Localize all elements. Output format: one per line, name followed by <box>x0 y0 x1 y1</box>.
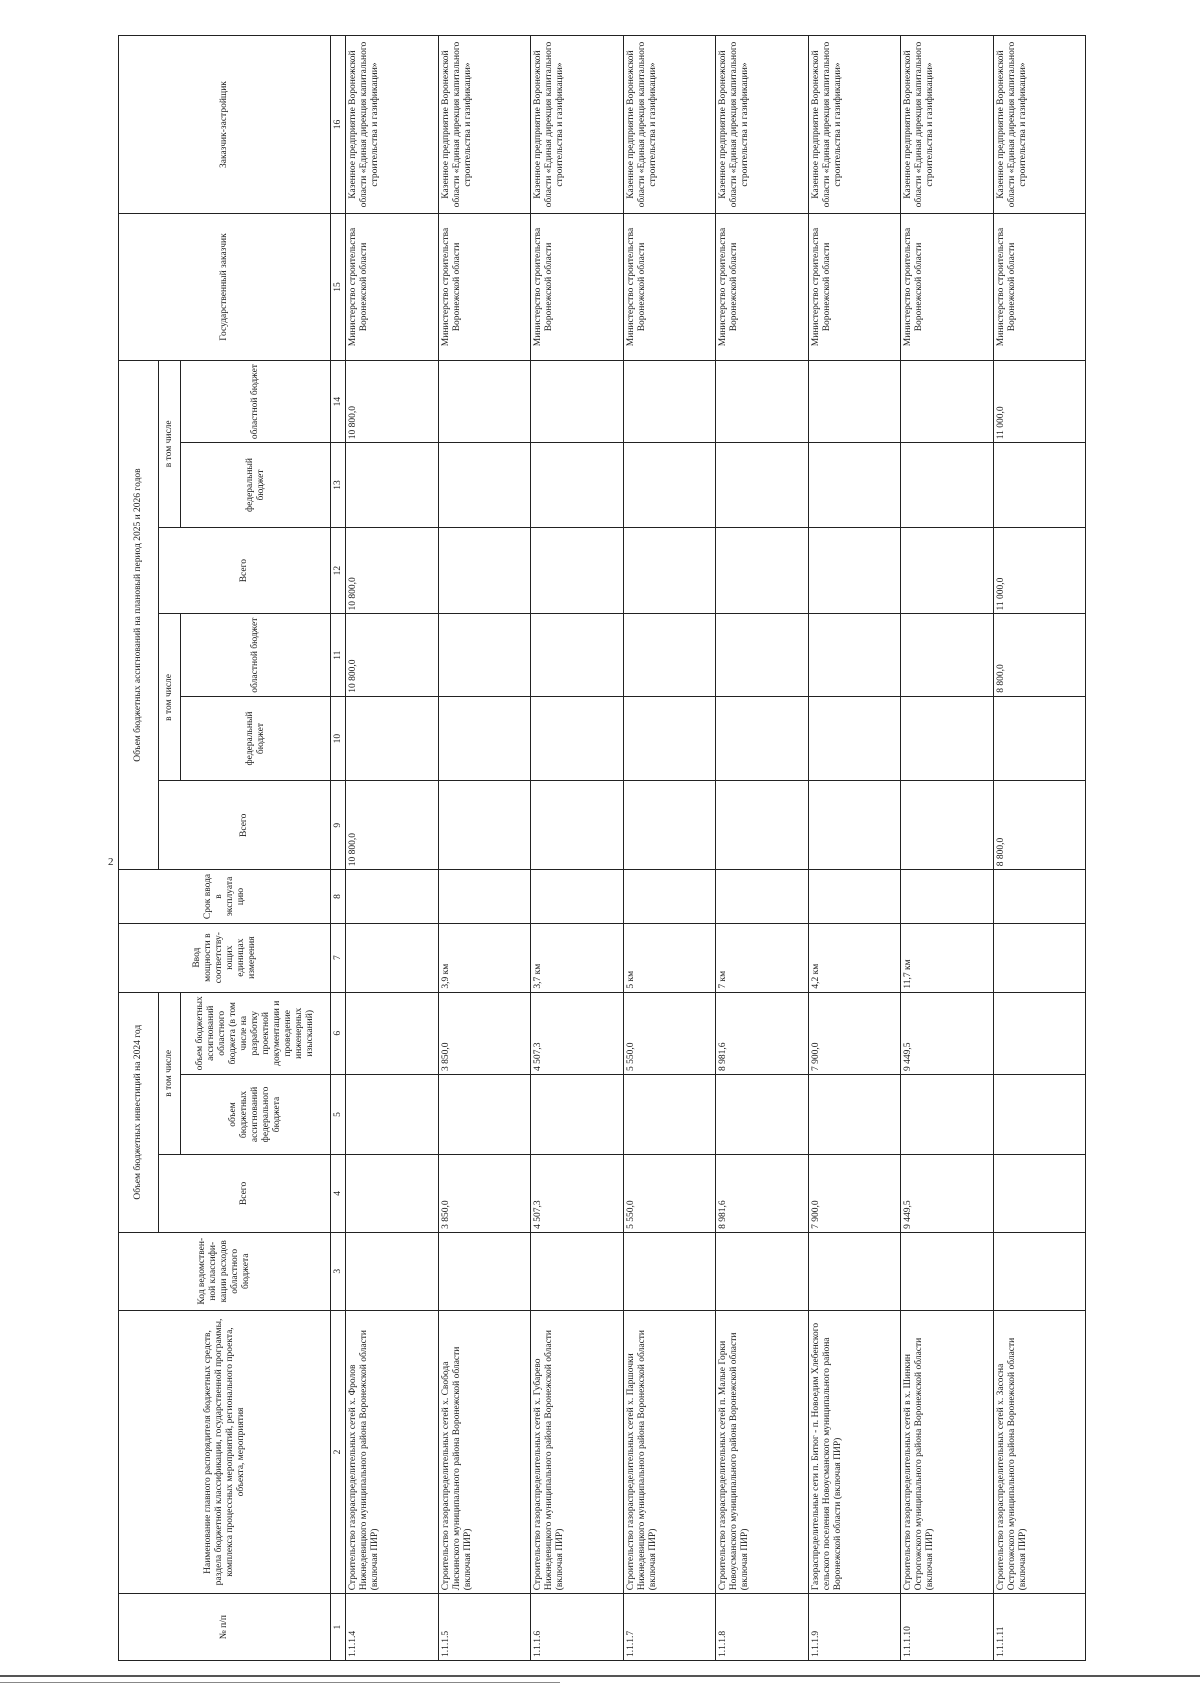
commission-term <box>531 870 623 923</box>
column-number: 7 <box>331 923 346 992</box>
developer: Казенное предприятие Воронежской области «Единая дирекция капитального строительства и газификации» <box>531 36 623 214</box>
state-customer: Министерство строительства Воронежской области <box>531 214 623 361</box>
fed-2025 <box>993 696 1086 781</box>
scan-edge-line <box>0 1682 560 1683</box>
budget-code <box>993 1232 1086 1310</box>
total-2025 <box>623 781 715 870</box>
header-investments-2024: Объем бюджетных инвестиций на 2024 год <box>119 992 159 1232</box>
reg-2024: 3 850,0 <box>438 992 530 1074</box>
total-2025 <box>531 781 623 870</box>
row-number: 1.1.1.7 <box>623 1594 715 1661</box>
column-number: 15 <box>331 214 346 361</box>
reg-2025 <box>901 614 993 696</box>
total-2026 <box>716 527 808 614</box>
object-name: Строительство газораспределительных сетей х. Губарево Нижнедевицкого муниципального района Воронежской области (включая ПИР) <box>531 1310 623 1594</box>
reg-2025 <box>438 614 530 696</box>
budget-code <box>346 1232 438 1310</box>
header-incl-2024: в том числе <box>159 992 181 1154</box>
header-fed-budget-2026: федеральный бюджет <box>181 443 331 528</box>
page-number: 2 <box>108 856 114 868</box>
total-2024: 5 550,0 <box>623 1155 715 1233</box>
capacity: 4,2 км <box>808 923 900 992</box>
row-number: 1.1.1.11 <box>993 1594 1086 1661</box>
reg-2026: 11 000,0 <box>993 360 1086 442</box>
budget-code <box>808 1232 900 1310</box>
capacity: 11,7 км <box>901 923 993 992</box>
commission-term <box>438 870 530 923</box>
total-2026: 11 000,0 <box>993 527 1086 614</box>
total-2024 <box>346 1155 438 1233</box>
total-2024: 3 850,0 <box>438 1155 530 1233</box>
column-number: 13 <box>331 443 346 528</box>
state-customer: Министерство строительства Воронежской области <box>808 214 900 361</box>
reg-2026 <box>716 360 808 442</box>
column-number: 10 <box>331 696 346 781</box>
total-2024: 7 900,0 <box>808 1155 900 1233</box>
row-number: 1.1.1.10 <box>901 1594 993 1661</box>
developer: Казенное предприятие Воронежской области «Единая дирекция капитального строительства и газификации» <box>623 36 715 214</box>
fed-2024 <box>993 1074 1086 1154</box>
object-name: Строительство газораспределительных сетей х. Фролов Нижнедевицкого муниципального района Воронежской области (включая ПИР) <box>346 1310 438 1594</box>
fed-2024 <box>346 1074 438 1154</box>
table-row <box>531 36 623 1661</box>
budget-code <box>716 1232 808 1310</box>
reg-2025 <box>531 614 623 696</box>
reg-2025: 8 800,0 <box>993 614 1086 696</box>
total-2025 <box>808 781 900 870</box>
column-number: 16 <box>331 36 346 214</box>
column-number: 8 <box>331 870 346 923</box>
state-customer: Министерство строительства Воронежской области <box>993 214 1086 361</box>
reg-2024: 9 449,5 <box>901 992 993 1074</box>
header-total-2024: Всего <box>159 1155 331 1233</box>
fed-2026 <box>438 443 530 528</box>
column-number: 1 <box>331 1594 346 1661</box>
total-2026 <box>808 527 900 614</box>
budget-code <box>623 1232 715 1310</box>
commission-term <box>716 870 808 923</box>
reg-2024 <box>993 992 1086 1074</box>
state-customer: Министерство строительства Воронежской области <box>716 214 808 361</box>
column-number: 9 <box>331 781 346 870</box>
capacity <box>993 923 1086 992</box>
reg-2025 <box>716 614 808 696</box>
object-name: Строительство газораспределительных сетей х. Засосна Острогожского муниципального района Воронежской области (включая ПИР) <box>993 1310 1086 1594</box>
fed-2025 <box>346 696 438 781</box>
total-2026: 10 800,0 <box>346 527 438 614</box>
table-row <box>438 36 530 1661</box>
fed-2024 <box>438 1074 530 1154</box>
state-customer: Министерство строительства Воронежской области <box>346 214 438 361</box>
commission-term <box>808 870 900 923</box>
object-name: Строительство газораспределительных сетей в х. Шинкин Острогожского муниципального района Воронежской области (включая ПИР) <box>901 1310 993 1594</box>
column-numbers-row <box>331 36 346 1661</box>
capacity: 3,7 км <box>531 923 623 992</box>
fed-2025 <box>716 696 808 781</box>
commission-term <box>623 870 715 923</box>
developer: Казенное предприятие Воронежской области «Единая дирекция капитального строительства и газификации» <box>716 36 808 214</box>
header-name: Наименование главного распорядителя бюджетных средств, раздела бюджетной классификации, государственной программы, комплекса процессных мероприятий, регионального проекта, объекта, мероприятия <box>119 1310 331 1594</box>
header-fed-assign: объем бюджетных ассигнований федерального бюджета <box>181 1074 331 1154</box>
fed-2024 <box>901 1074 993 1154</box>
developer: Казенное предприятие Воронежской области «Единая дирекция капитального строительства и газификации» <box>346 36 438 214</box>
total-2025: 10 800,0 <box>346 781 438 870</box>
fed-2025 <box>438 696 530 781</box>
developer: Казенное предприятие Воронежской области «Единая дирекция капитального строительства и газификации» <box>901 36 993 214</box>
state-customer: Министерство строительства Воронежской области <box>901 214 993 361</box>
commission-term <box>346 870 438 923</box>
reg-2024: 4 507,3 <box>531 992 623 1074</box>
column-number: 11 <box>331 614 346 696</box>
reg-2026: 10 800,0 <box>346 360 438 442</box>
reg-2024: 5 550,0 <box>623 992 715 1074</box>
developer: Казенное предприятие Воронежской области «Единая дирекция капитального строительства и газификации» <box>993 36 1086 214</box>
total-2025: 8 800,0 <box>993 781 1086 870</box>
header-reg-budget-2025: областной бюджет <box>181 614 331 696</box>
column-number: 3 <box>331 1232 346 1310</box>
reg-2026 <box>808 360 900 442</box>
object-name: Строительство газораспределительных сетей х. Паршочки Нижнедевицкого муниципального района Воронежской области (включая ПИР) <box>623 1310 715 1594</box>
commission-term <box>993 870 1086 923</box>
reg-2026 <box>531 360 623 442</box>
developer: Казенное предприятие Воронежской области «Единая дирекция капитального строительства и газификации» <box>438 36 530 214</box>
budget-code <box>531 1232 623 1310</box>
table-row <box>623 36 715 1661</box>
fed-2026 <box>901 443 993 528</box>
fed-2026 <box>623 443 715 528</box>
total-2024: 8 981,6 <box>716 1155 808 1233</box>
reg-2026 <box>623 360 715 442</box>
fed-2024 <box>623 1074 715 1154</box>
fed-2026 <box>993 443 1086 528</box>
header-incl-2025: в том числе <box>159 614 181 781</box>
header-customer: Государственный заказчик <box>119 214 331 361</box>
object-name: Газораспределительные сети п. Битюг - п. Новоедим Хлебенского сельского поселения Новоусманского муниципального района Воронежской области (включая ПИР) <box>808 1310 900 1594</box>
total-2024 <box>993 1155 1086 1233</box>
row-number: 1.1.1.5 <box>438 1594 530 1661</box>
table-row <box>716 36 808 1661</box>
table-row <box>346 36 438 1661</box>
commission-term <box>901 870 993 923</box>
row-number: 1.1.1.4 <box>346 1594 438 1661</box>
header-num: № п/п <box>119 1594 331 1661</box>
total-2026 <box>623 527 715 614</box>
capacity: 3,9 км <box>438 923 530 992</box>
capacity: 7 км <box>716 923 808 992</box>
column-number: 5 <box>331 1074 346 1154</box>
scan-edge-line <box>0 1675 1200 1677</box>
fed-2026 <box>346 443 438 528</box>
fed-2024 <box>808 1074 900 1154</box>
reg-2026 <box>438 360 530 442</box>
column-number: 2 <box>331 1310 346 1594</box>
reg-2024: 8 981,6 <box>716 992 808 1074</box>
rotated-table-frame <box>118 35 1086 1661</box>
header-fed-budget-2025: федеральный бюджет <box>181 696 331 781</box>
header-term: Срок ввода в эксплуата цию <box>119 870 331 923</box>
header-developer: Заказчик-застройщик <box>119 36 331 214</box>
state-customer: Министерство строительства Воронежской области <box>438 214 530 361</box>
reg-2026 <box>901 360 993 442</box>
budget-code <box>901 1232 993 1310</box>
reg-2025 <box>808 614 900 696</box>
reg-2024 <box>346 992 438 1074</box>
developer: Казенное предприятие Воронежской области «Единая дирекция капитального строительства и газификации» <box>808 36 900 214</box>
fed-2025 <box>623 696 715 781</box>
total-2025 <box>438 781 530 870</box>
column-number: 12 <box>331 527 346 614</box>
object-name: Строительство газораспределительных сетей х. Свобода Лискинского муниципального района Воронежской области (включая ПИР) <box>438 1310 530 1594</box>
state-customer: Министерство строительства Воронежской области <box>623 214 715 361</box>
total-2024: 9 449,5 <box>901 1155 993 1233</box>
fed-2024 <box>716 1074 808 1154</box>
header-total-2026: Всего <box>159 527 331 614</box>
total-2024: 4 507,3 <box>531 1155 623 1233</box>
total-2025 <box>716 781 808 870</box>
fed-2025 <box>531 696 623 781</box>
header-incl-2026: в том числе <box>159 360 181 527</box>
total-2026 <box>531 527 623 614</box>
header-reg-assign: объем бюджетных ассигнований областного бюджета (в том числе на разработку проектной документации и проведение инженерных изысканий) <box>181 992 331 1074</box>
fed-2025 <box>901 696 993 781</box>
total-2025 <box>901 781 993 870</box>
capacity <box>346 923 438 992</box>
total-2026 <box>438 527 530 614</box>
total-2026 <box>901 527 993 614</box>
reg-2025: 10 800,0 <box>346 614 438 696</box>
header-reg-budget-2026: областной бюджет <box>181 360 331 442</box>
reg-2024: 7 900,0 <box>808 992 900 1074</box>
fed-2026 <box>531 443 623 528</box>
column-number: 14 <box>331 360 346 442</box>
header-capacity: Ввод мощности в соответству-ющих единицах измерения <box>119 923 331 992</box>
table-row <box>901 36 993 1661</box>
column-number: 4 <box>331 1155 346 1233</box>
row-number: 1.1.1.8 <box>716 1594 808 1661</box>
table-row <box>808 36 900 1661</box>
object-name: Строительство газораспределительных сетей п. Малые Горки Новоусманского муниципального района Воронежской области (включая ПИР) <box>716 1310 808 1594</box>
column-number: 6 <box>331 992 346 1074</box>
table-row <box>993 36 1086 1661</box>
row-number: 1.1.1.6 <box>531 1594 623 1661</box>
header-planning-period: Объем бюджетных ассигнований на плановый период 2025 и 2026 годов <box>119 360 159 869</box>
header-code: Код ведомствен-ной классифи-кации расходов областного бюджета <box>119 1232 331 1310</box>
row-number: 1.1.1.9 <box>808 1594 900 1661</box>
budget-investments-table <box>118 35 1086 1661</box>
header-total-2025: Всего <box>159 781 331 870</box>
fed-2026 <box>716 443 808 528</box>
capacity: 5 км <box>623 923 715 992</box>
fed-2025 <box>808 696 900 781</box>
fed-2026 <box>808 443 900 528</box>
fed-2024 <box>531 1074 623 1154</box>
budget-code <box>438 1232 530 1310</box>
reg-2025 <box>623 614 715 696</box>
